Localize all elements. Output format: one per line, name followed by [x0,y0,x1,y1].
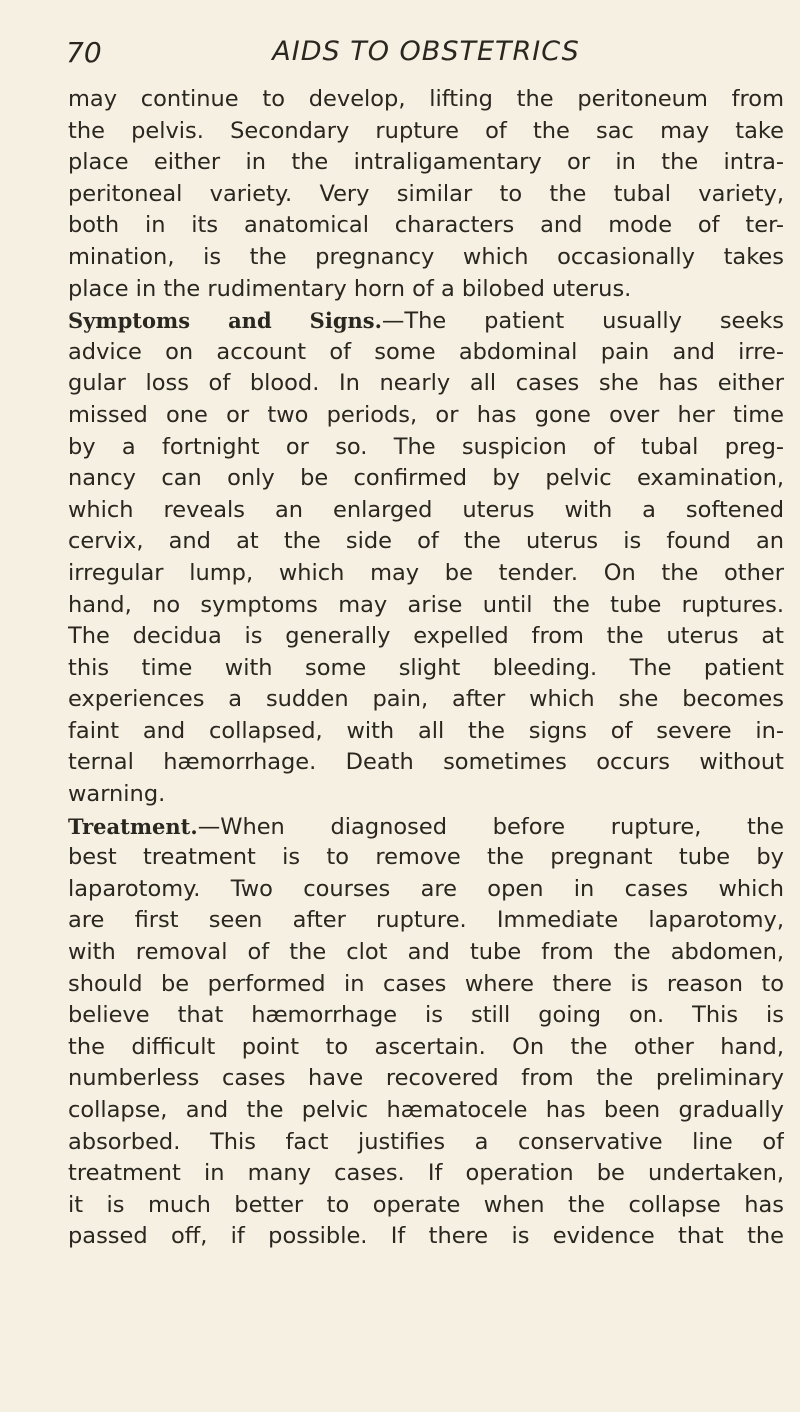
text-line: with removal of the clot and tube from the abdomen, [68,939,784,966]
text-line: hand, no symptoms may arise until the tube ruptures. [68,591,784,618]
text-line: irregular lump, which may be tender. On the other [68,559,784,586]
text-line: cervix, and at the side of the uterus is found an [68,528,784,555]
running-head [68,30,784,80]
text-line: are first seen after rupture. Immediate laparotomy, [68,907,784,934]
text-line: The decidua is generally expelled from the uterus at [68,623,784,650]
text-line: believe that hæmorrhage is still going on. This is [68,1002,784,1029]
text-line: collapse, and the pelvic hæmatocele has been gradually [68,1097,784,1123]
text-line: the pelvis. Secondary rupture of the sac may take [68,117,784,144]
text-line: treatment in many cases. If operation be undertaken, [68,1160,784,1187]
text-line: experiences a sudden pain, after which she becomes [68,686,784,713]
text-line [68,811,784,843]
text-line: may continue to develop, lifting the peritoneum from [68,86,784,112]
text-line: best treatment is to remove the pregnant tube by [68,844,784,871]
text-line: this time with some slight bleeding. The patient [68,654,784,681]
text-line: which reveals an enlarged uterus with a softened [68,496,784,523]
text-line: the difficult point to ascertain. On the other hand, [68,1033,784,1060]
page-number: 70 [66,36,102,69]
text-line: advice on account of some abdominal pain and irre- [68,338,784,365]
text-line: peritoneal variety. Very similar to the tubal variety, [68,180,784,207]
heading-line-rest: —The patient usually seeks [381,308,784,335]
text-line: ternal hæmorrhage. Death sometimes occurs without [68,749,784,776]
section-heading-symptoms: Symptoms and Signs. [68,308,382,334]
heading-line-rest: —When diagnosed before rupture, the [197,813,784,840]
section-heading-treatment: Treatment. [68,813,198,839]
text-line: place either in the intraligamentary or in the intra- [68,149,784,176]
text-line: missed one or two periods, or has gone over her time [68,401,784,428]
body-text [68,84,784,1253]
text-line: passed off, if possible. If there is evidence that the [68,1223,784,1250]
text-line: place in the rudimentary horn of a bilobed uterus. [68,275,632,302]
text-line: gular loss of blood. In nearly all cases she has either [68,370,784,397]
text-line: should be performed in cases where there is reason to [68,970,784,997]
text-line [68,305,784,337]
text-line: it is much better to operate when the collapse has [68,1191,784,1218]
text-line: numberless cases have recovered from the preliminary [68,1065,784,1092]
running-title: AIDS TO OBSTETRICS [272,36,580,67]
text-line: both in its anatomical characters and mode of ter- [68,212,784,239]
text-line: by a fortnight or so. The suspicion of tubal preg- [68,433,784,460]
text-line: mination, is the pregnancy which occasionally takes [68,243,784,270]
text-line: nancy can only be confirmed by pelvic examination, [68,465,784,492]
text-line: laparotomy. Two courses are open in cases which [68,875,784,902]
text-line: absorbed. This fact justifies a conservative line of [68,1128,784,1155]
text-line: faint and collapsed, with all the signs of severe in- [68,717,784,744]
text-line: warning. [68,781,166,808]
book-page [68,30,784,1253]
